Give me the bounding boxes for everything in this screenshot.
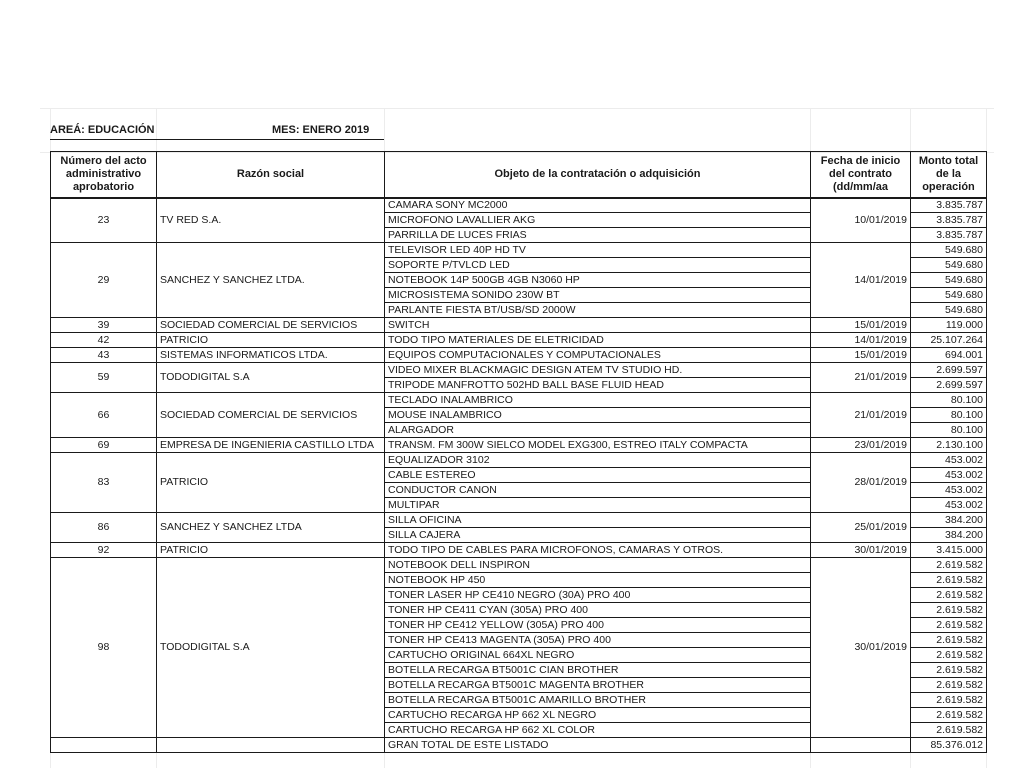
cell-objeto: CARTUCHO RECARGA HP 662 XL COLOR bbox=[385, 723, 811, 738]
cell-razon-social: TODODIGITAL S.A bbox=[157, 363, 385, 393]
cell-objeto: TRANSM. FM 300W SIELCO MODEL EXG300, ESTREO ITALY COMPACTA bbox=[385, 438, 811, 453]
cell-monto: 453.002 bbox=[911, 498, 987, 513]
col-header-fecha: Fecha de inicio del contrato (dd/mm/aa bbox=[811, 152, 911, 198]
grand-total-amount: 85.376.012 bbox=[911, 738, 987, 753]
cell-monto: 2.699.597 bbox=[911, 378, 987, 393]
cell-fecha-inicio: 30/01/2019 bbox=[811, 558, 911, 738]
cell-objeto: SWITCH bbox=[385, 318, 811, 333]
cell-fecha-inicio: 15/01/2019 bbox=[811, 318, 911, 333]
cell-objeto: PARRILLA DE LUCES FRIAS bbox=[385, 228, 811, 243]
cell-fecha-inicio: 21/01/2019 bbox=[811, 393, 911, 438]
cell-monto: 80.100 bbox=[911, 408, 987, 423]
cell-monto: 2.619.582 bbox=[911, 603, 987, 618]
cell-razon-social: SOCIEDAD COMERCIAL DE SERVICIOS bbox=[157, 318, 385, 333]
cell-numero: 92 bbox=[51, 543, 157, 558]
cell-objeto: TELEVISOR LED 40P HD TV bbox=[385, 243, 811, 258]
cell-razon-social: SANCHEZ Y SANCHEZ LTDA bbox=[157, 513, 385, 543]
col-header-razon: Razón social bbox=[157, 152, 385, 198]
cell-monto: 2.130.100 bbox=[911, 438, 987, 453]
cell-objeto: BOTELLA RECARGA BT5001C AMARILLO BROTHER bbox=[385, 693, 811, 708]
cell-monto: 694.001 bbox=[911, 348, 987, 363]
cell-razon-social: EMPRESA DE INGENIERIA CASTILLO LTDA bbox=[157, 438, 385, 453]
table-row bbox=[51, 198, 987, 213]
cell-razon-social: PATRICIO bbox=[157, 543, 385, 558]
cell-objeto: TONER LASER HP CE410 NEGRO (30A) PRO 400 bbox=[385, 588, 811, 603]
cell-objeto: TODO TIPO MATERIALES DE ELETRICIDAD bbox=[385, 333, 811, 348]
cell-objeto: PARLANTE FIESTA BT/USB/SD 2000W bbox=[385, 303, 811, 318]
table-row bbox=[51, 243, 987, 258]
cell-objeto: CONDUCTOR CANON bbox=[385, 483, 811, 498]
cell-monto: 384.200 bbox=[911, 528, 987, 543]
cell-objeto: BOTELLA RECARGA BT5001C MAGENTA BROTHER bbox=[385, 678, 811, 693]
report-meta bbox=[50, 124, 986, 138]
cell-numero: 83 bbox=[51, 453, 157, 513]
cell-objeto: TONER HP CE411 CYAN (305A) PRO 400 bbox=[385, 603, 811, 618]
cell-objeto: VIDEO MIXER BLACKMAGIC DESIGN ATEM TV STUDIO HD. bbox=[385, 363, 811, 378]
cell-fecha-inicio: 15/01/2019 bbox=[811, 348, 911, 363]
cell-monto: 3.835.787 bbox=[911, 228, 987, 243]
cell-fecha-inicio: 30/01/2019 bbox=[811, 543, 911, 558]
table-row bbox=[51, 363, 987, 378]
table-row bbox=[51, 453, 987, 468]
total-spacer bbox=[157, 738, 385, 753]
cell-objeto: TONER HP CE412 YELLOW (305A) PRO 400 bbox=[385, 618, 811, 633]
table-row bbox=[51, 393, 987, 408]
cell-monto: 80.100 bbox=[911, 423, 987, 438]
cell-monto: 2.619.582 bbox=[911, 648, 987, 663]
table-row bbox=[51, 513, 987, 528]
cell-razon-social: SOCIEDAD COMERCIAL DE SERVICIOS bbox=[157, 393, 385, 438]
cell-objeto: MULTIPAR bbox=[385, 498, 811, 513]
cell-monto: 549.680 bbox=[911, 243, 987, 258]
table-row bbox=[51, 333, 987, 348]
cell-monto: 3.835.787 bbox=[911, 198, 987, 213]
cell-monto: 2.619.582 bbox=[911, 573, 987, 588]
month-label: MES: ENERO 2019 bbox=[272, 124, 370, 136]
cell-objeto: EQUALIZADOR 3102 bbox=[385, 453, 811, 468]
cell-monto: 453.002 bbox=[911, 468, 987, 483]
cell-numero: 69 bbox=[51, 438, 157, 453]
cell-numero: 23 bbox=[51, 198, 157, 243]
cell-fecha-inicio: 10/01/2019 bbox=[811, 198, 911, 243]
area-label: AREÁ: EDUCACIÓN bbox=[50, 124, 155, 136]
cell-objeto: NOTEBOOK 14P 500GB 4GB N3060 HP bbox=[385, 273, 811, 288]
cell-objeto: EQUIPOS COMPUTACIONALES Y COMPUTACIONALES bbox=[385, 348, 811, 363]
col-header-monto: Monto total de la operación bbox=[911, 152, 987, 198]
cell-monto: 2.619.582 bbox=[911, 588, 987, 603]
cell-monto: 453.002 bbox=[911, 453, 987, 468]
cell-numero: 59 bbox=[51, 363, 157, 393]
cell-monto: 25.107.264 bbox=[911, 333, 987, 348]
table-row bbox=[51, 348, 987, 363]
cell-objeto: TONER HP CE413 MAGENTA (305A) PRO 400 bbox=[385, 633, 811, 648]
cell-objeto: NOTEBOOK HP 450 bbox=[385, 573, 811, 588]
cell-monto: 2.619.582 bbox=[911, 663, 987, 678]
cell-objeto: TRIPODE MANFROTTO 502HD BALL BASE FLUID HEAD bbox=[385, 378, 811, 393]
cell-fecha-inicio: 14/01/2019 bbox=[811, 333, 911, 348]
cell-objeto: CARTUCHO RECARGA HP 662 XL NEGRO bbox=[385, 708, 811, 723]
cell-monto: 119.000 bbox=[911, 318, 987, 333]
cell-numero: 43 bbox=[51, 348, 157, 363]
cell-monto: 384.200 bbox=[911, 513, 987, 528]
report-document bbox=[50, 124, 986, 753]
cell-monto: 2.619.582 bbox=[911, 693, 987, 708]
cell-monto: 2.619.582 bbox=[911, 633, 987, 648]
cell-monto: 549.680 bbox=[911, 303, 987, 318]
cell-razon-social: SANCHEZ Y SANCHEZ LTDA. bbox=[157, 243, 385, 318]
cell-numero: 29 bbox=[51, 243, 157, 318]
table-header-row bbox=[51, 152, 987, 198]
cell-monto: 2.619.582 bbox=[911, 618, 987, 633]
meta-underline bbox=[50, 139, 384, 140]
col-header-numero: Número del acto administrativo aprobatorio bbox=[51, 152, 157, 198]
cell-objeto: CABLE ESTEREO bbox=[385, 468, 811, 483]
cell-monto: 453.002 bbox=[911, 483, 987, 498]
cell-objeto: BOTELLA RECARGA BT5001C CIAN BROTHER bbox=[385, 663, 811, 678]
cell-objeto: NOTEBOOK DELL INSPIRON bbox=[385, 558, 811, 573]
cell-objeto: CAMARA SONY MC2000 bbox=[385, 198, 811, 213]
cell-monto: 2.619.582 bbox=[911, 708, 987, 723]
cell-numero: 86 bbox=[51, 513, 157, 543]
contracts-table bbox=[50, 151, 987, 753]
table-body bbox=[51, 198, 987, 738]
cell-numero: 98 bbox=[51, 558, 157, 738]
cell-razon-social: SISTEMAS INFORMATICOS LTDA. bbox=[157, 348, 385, 363]
cell-numero: 66 bbox=[51, 393, 157, 438]
total-spacer bbox=[51, 738, 157, 753]
cell-objeto: ALARGADOR bbox=[385, 423, 811, 438]
cell-objeto: MICROSISTEMA SONIDO 230W BT bbox=[385, 288, 811, 303]
grand-total-label: GRAN TOTAL DE ESTE LISTADO bbox=[385, 738, 811, 753]
col-header-objeto: Objeto de la contratación o adquisición bbox=[385, 152, 811, 198]
cell-fecha-inicio: 21/01/2019 bbox=[811, 363, 911, 393]
cell-objeto: MICROFONO LAVALLIER AKG bbox=[385, 213, 811, 228]
total-spacer bbox=[811, 738, 911, 753]
table-row bbox=[51, 438, 987, 453]
cell-monto: 2.619.582 bbox=[911, 678, 987, 693]
cell-fecha-inicio: 28/01/2019 bbox=[811, 453, 911, 513]
cell-monto: 549.680 bbox=[911, 258, 987, 273]
cell-fecha-inicio: 23/01/2019 bbox=[811, 438, 911, 453]
cell-razon-social: TODODIGITAL S.A bbox=[157, 558, 385, 738]
cell-monto: 549.680 bbox=[911, 273, 987, 288]
cell-monto: 3.835.787 bbox=[911, 213, 987, 228]
table-row bbox=[51, 543, 987, 558]
cell-fecha-inicio: 14/01/2019 bbox=[811, 243, 911, 318]
cell-razon-social: TV RED S.A. bbox=[157, 198, 385, 243]
grand-total-row bbox=[51, 738, 987, 753]
cell-monto: 3.415.000 bbox=[911, 543, 987, 558]
table-row bbox=[51, 558, 987, 573]
cell-numero: 39 bbox=[51, 318, 157, 333]
cell-numero: 42 bbox=[51, 333, 157, 348]
cell-objeto: SILLA OFICINA bbox=[385, 513, 811, 528]
cell-objeto: TODO TIPO DE CABLES PARA MICROFONOS, CAMARAS Y OTROS. bbox=[385, 543, 811, 558]
cell-objeto: CARTUCHO ORIGINAL 664XL NEGRO bbox=[385, 648, 811, 663]
cell-objeto: MOUSE INALAMBRICO bbox=[385, 408, 811, 423]
cell-razon-social: PATRICIO bbox=[157, 453, 385, 513]
cell-objeto: SILLA CAJERA bbox=[385, 528, 811, 543]
table-row bbox=[51, 318, 987, 333]
cell-razon-social: PATRICIO bbox=[157, 333, 385, 348]
cell-monto: 2.619.582 bbox=[911, 723, 987, 738]
cell-objeto: SOPORTE P/TVLCD LED bbox=[385, 258, 811, 273]
cell-monto: 80.100 bbox=[911, 393, 987, 408]
cell-fecha-inicio: 25/01/2019 bbox=[811, 513, 911, 543]
cell-monto: 549.680 bbox=[911, 288, 987, 303]
cell-objeto: TECLADO INALAMBRICO bbox=[385, 393, 811, 408]
sheet-gridline bbox=[40, 108, 994, 109]
cell-monto: 2.699.597 bbox=[911, 363, 987, 378]
cell-monto: 2.619.582 bbox=[911, 558, 987, 573]
